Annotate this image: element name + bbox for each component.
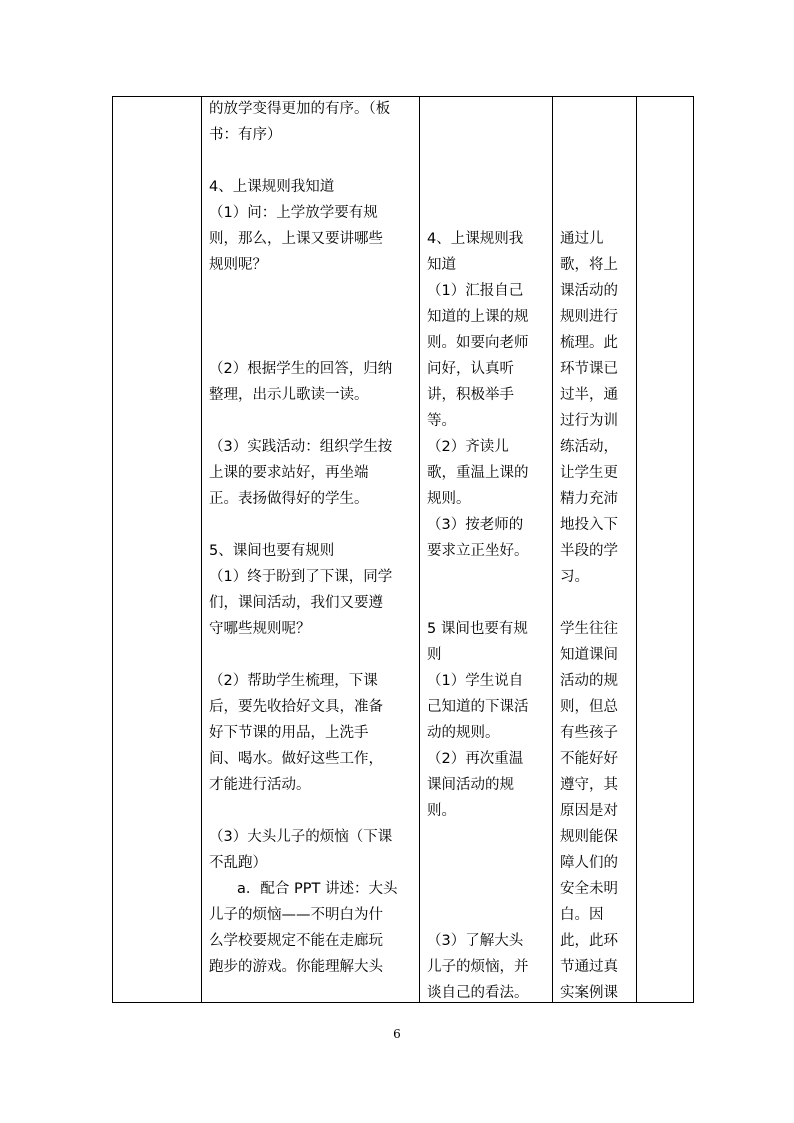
page-number: 6: [393, 1027, 401, 1041]
text-line: （1）学生说自: [427, 673, 524, 689]
text-line: 动的规则。: [427, 725, 500, 741]
text-line: 谈自己的看法。: [427, 985, 529, 1001]
text-line: 活动的规: [560, 673, 618, 689]
text-line: 学生往往: [560, 621, 618, 637]
text-line: 正。表扬做得好的学生。: [209, 491, 369, 507]
text-line: 5、课间也要有规则: [209, 543, 335, 559]
text-line: 习。: [560, 569, 589, 585]
text-line: 书：有序）: [209, 127, 282, 143]
text-line: （1）汇报自己: [427, 283, 524, 299]
text-line: 环节课已: [560, 361, 618, 377]
text-line: 整理，出示儿歌读一读。: [209, 387, 369, 403]
text-line: 课间活动的规: [427, 777, 514, 793]
blank-line: [427, 148, 549, 174]
text-line: 规则进行: [560, 309, 618, 325]
text-line: 规则呢？: [209, 257, 267, 273]
table-column-divider: [201, 96, 202, 1003]
blank-line: [209, 512, 415, 538]
blank-line: [560, 200, 634, 226]
text-line: 的放学变得更加的有序。（板: [209, 101, 391, 117]
text-line: （3）了解大头: [427, 933, 524, 949]
text-line: 有些孩子: [560, 725, 618, 741]
text-line: 则: [427, 647, 442, 663]
blank-line: [209, 330, 415, 356]
teacher-activity-column: [209, 96, 415, 980]
text-line: （1）问：上学放学要有规: [209, 205, 378, 221]
text-line: 梳理。此: [560, 335, 618, 351]
blank-line: [209, 642, 415, 668]
design-intent-column: [560, 96, 634, 1006]
text-line: （3）实践活动：组织学生按: [209, 439, 393, 455]
text-line: （3）大头儿子的烦恼（下课: [209, 829, 393, 845]
blank-line: [560, 122, 634, 148]
text-line: 过行为训: [560, 413, 618, 429]
text-line: 么学校要规定不能在走廊玩: [209, 933, 383, 949]
text-line: 好下节课的用品，上洗手: [209, 725, 369, 741]
student-activity-column: [427, 96, 549, 1006]
blank-line: [427, 824, 549, 850]
blank-line: [209, 408, 415, 434]
text-line: （3）按老师的: [427, 517, 524, 533]
text-line: 等。: [427, 413, 456, 429]
blank-line: [427, 200, 549, 226]
text-line: 问好，认真听: [427, 361, 514, 377]
text-line: 4、上课规则我知道: [209, 179, 335, 195]
text-line: 歌，将上: [560, 257, 618, 273]
text-line: 则，但总: [560, 699, 618, 715]
text-line: 地投入下: [560, 517, 618, 533]
text-line: 知道: [427, 257, 456, 273]
table-column-divider: [552, 96, 553, 1003]
text-line: 半段的学: [560, 543, 618, 559]
text-line: 通过儿: [560, 231, 604, 247]
text-line: 不乱跑）: [209, 855, 267, 871]
text-line: 知道的上课的规: [427, 309, 529, 325]
blank-line: [427, 590, 549, 616]
text-line: 规则。: [427, 491, 471, 507]
text-line: 课活动的: [560, 283, 618, 299]
text-line: 让学生更: [560, 465, 618, 481]
text-line: 后，要先收拾好文具，准备: [209, 699, 383, 715]
text-line: 才能进行活动。: [209, 777, 311, 793]
text-line: （2）齐读儿: [427, 439, 509, 455]
text-line: 实案例课: [560, 985, 618, 1001]
text-line: 安全未明: [560, 881, 618, 897]
text-line: 知道课间: [560, 647, 618, 663]
text-line: 己知道的下课活: [427, 699, 529, 715]
text-line: 们，课间活动，我们又要遵: [209, 595, 383, 611]
text-line: 要求立正坐好。: [427, 543, 529, 559]
text-line: 5 课间也要有规: [427, 621, 528, 637]
blank-line: [427, 174, 549, 200]
blank-line: [560, 96, 634, 122]
text-line: 精力充沛: [560, 491, 618, 507]
blank-line: [560, 148, 634, 174]
blank-line: [560, 174, 634, 200]
text-line: 原因是对: [560, 803, 618, 819]
text-line: 守哪些规则呢？: [209, 621, 311, 637]
blank-line: [427, 122, 549, 148]
text-line: 不能好好: [560, 751, 618, 767]
blank-line: [209, 278, 415, 304]
text-line: a．配合 PPT 讲述：大头: [237, 881, 398, 897]
text-line: 此，此环: [560, 933, 618, 949]
blank-line: [427, 902, 549, 928]
blank-line: [209, 148, 415, 174]
text-line: 则。如要向老师: [427, 335, 529, 351]
text-line: 上课的要求站好，再坐端: [209, 465, 369, 481]
text-line: 练活动，: [560, 439, 618, 455]
blank-line: [560, 590, 634, 616]
blank-line: [209, 798, 415, 824]
table-column-divider: [636, 96, 637, 1003]
blank-line: [427, 564, 549, 590]
text-line: 间、喝水。做好这些工作，: [209, 751, 383, 767]
blank-line: [427, 876, 549, 902]
text-line: 障人们的: [560, 855, 618, 871]
text-line: 节通过真: [560, 959, 618, 975]
text-line: 歌，重温上课的: [427, 465, 529, 481]
text-line: 儿子的烦恼，并: [427, 959, 529, 975]
text-line: 跑步的游戏。你能理解大头: [209, 959, 383, 975]
table-column-divider: [419, 96, 420, 1003]
text-line: （2）根据学生的回答，归纳: [209, 361, 393, 377]
text-line: 儿子的烦恼——不明白为什: [209, 907, 383, 923]
blank-line: [209, 304, 415, 330]
text-line: 白。因: [560, 907, 604, 923]
text-line: （2）帮助学生梳理，下课: [209, 673, 378, 689]
text-line: （2）再次重温: [427, 751, 524, 767]
text-line: 4、上课规则我: [427, 231, 524, 247]
text-line: 遵守，其: [560, 777, 618, 793]
text-line: 规则能保: [560, 829, 618, 845]
blank-line: [427, 96, 549, 122]
text-line: 讲，积极举手: [427, 387, 514, 403]
blank-line: [427, 850, 549, 876]
text-line: （1）终于盼到了下课，同学: [209, 569, 393, 585]
text-line: 则，那么，上课又要讲哪些: [209, 231, 383, 247]
text-line: 则。: [427, 803, 456, 819]
text-line: 过半，通: [560, 387, 618, 403]
